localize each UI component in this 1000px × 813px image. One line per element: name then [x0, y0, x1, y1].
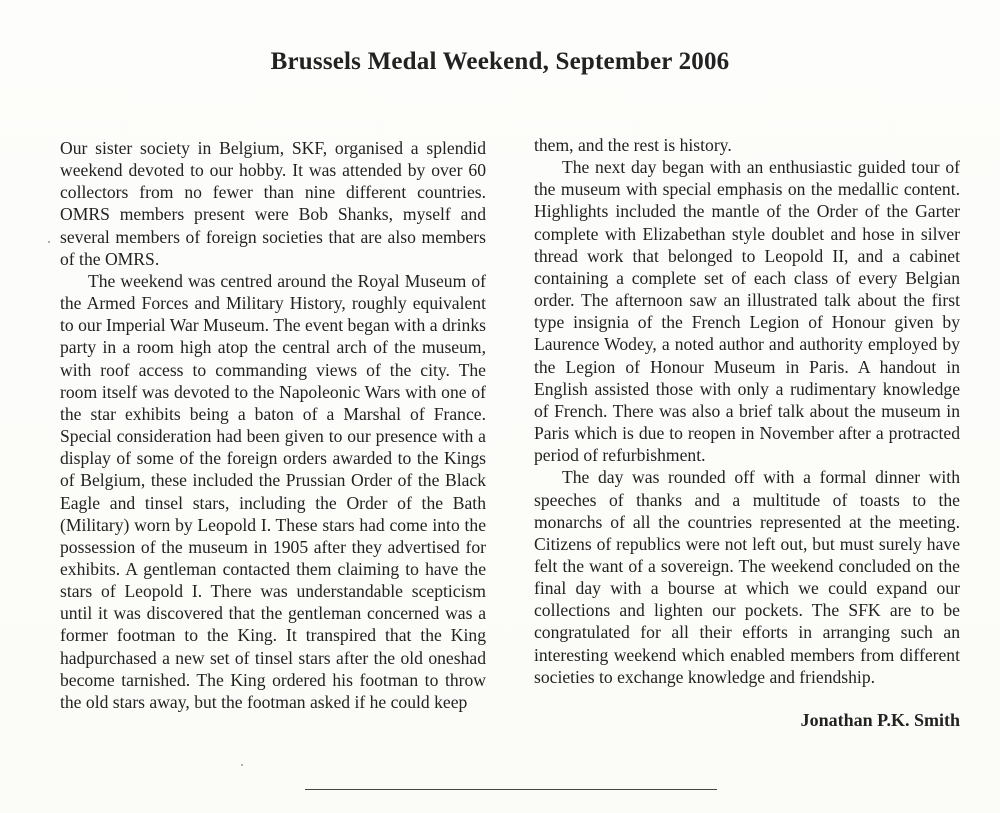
section-divider [305, 789, 717, 790]
scan-speck [48, 241, 50, 243]
left-column [60, 137, 486, 713]
paragraph-guided-tour: The next day began with an enthusiastic guided tour of the museum with special emphasis on the medallic content. Highlights included the mantle of the Order of the Garter complete with Elizabethan style doublet and hose in silver thread work that belonged to Leopold II, and a cabinet containing a complete set of each class of every Belgian order. The afternoon saw an illustrated talk about the first type insignia of the French Legion of Honour given by Laurence Wodey, a noted author and authority employed by the Legion of Honour Museum in Paris. A handout in English assisted those with only a rudimentary knowledge of French. There was also a brief talk about the museum in Paris which is due to reopen in November after a protracted period of refurbishment. [534, 157, 960, 466]
scan-speck [241, 764, 243, 766]
article-title: Brussels Medal Weekend, September 2006 [270, 48, 730, 75]
author-signature: Jonathan P.K. Smith [800, 710, 960, 730]
right-column [534, 134, 960, 688]
paragraph-intro: Our sister society in Belgium, SKF, organised a splendid weekend devoted to our hobby. It was attended by over 60 collectors from no fewer than nine different countries. OMRS members present were Bob Shanks, myself and several members of foreign societies that are also members of the OMRS. [60, 138, 486, 269]
paragraph-museum-evening: The weekend was centred around the Royal Museum of the Armed Forces and Military History, roughly equivalent to our Imperial War Museum. The event began with a drinks party in a room high atop the central arch of the museum, with roof access to commanding views of the city. The room itself was devoted to the Napoleonic Wars with one of the star exhibits being a baton of a Marshal of France. Special consideration had been given to our presence with a display of some of the foreign orders awarded to the Kings of Belgium, these included the Prussian Order of the Black Eagle and tinsel stars, including the Order of the Bath (Military) worn by Leopold I. These stars had come into the possession of the museum in 1905 after they advertised for exhibits. A gentleman contacted them claiming to have the stars of Leopold I. There was understandable scepticism until it was discovered that the gentleman concerned was a former footman to the King. It transpired that the King hadpurchased a new set of tinsel stars after the old oneshad become tarnished. The King ordered his footman to throw the old stars away, but the footman asked if he could keep [60, 270, 486, 712]
paragraph-formal-dinner: The day was rounded off with a formal dinner with speeches of thanks and a multitude of toasts to the monarchs of all the countries represented at the meeting. Citizens of republics were not left out, but must surely have felt the want of a sovereign. The weekend concluded on the final day with a bourse at which we could expand our collections and lighten our pockets. The SFK are to be congratulated for all their efforts in arranging such an interesting weekend which enabled members from different societies to exchange knowledge and friendship. [534, 467, 960, 687]
paragraph-continuation: them, and the rest is history. [534, 135, 732, 155]
